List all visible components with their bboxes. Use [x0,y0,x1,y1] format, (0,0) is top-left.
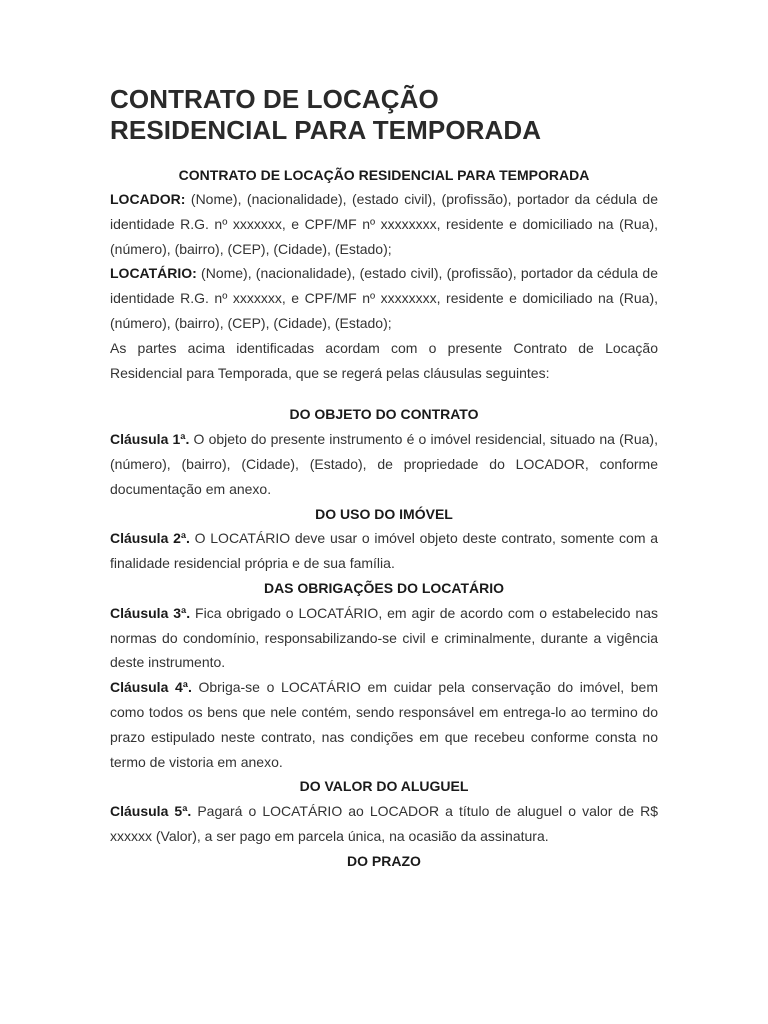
clause-1 [110,427,658,501]
locador-paragraph [110,187,658,261]
section-heading-objeto: DO OBJETO DO CONTRATO [289,406,479,423]
clause-1-label: Cláusula 1ª. [110,431,190,448]
document-title [110,84,658,146]
locatario-text: (Nome), (nacionalidade), (estado civil), (profissão), portador da cédula de identidade R.G. nº xxxxxxx, e CPF/MF nº xxxxxxxx, residente e domiciliado na (Rua), (número), (bairro), (CEP), (Cidade), (Estado); [110,265,658,331]
section-heading-uso: DO USO DO IMÓVEL [315,505,453,522]
clause-2-text: O LOCATÁRIO deve usar o imóvel objeto deste contrato, somente com a finalidade residencial própria e de sua família. [110,530,658,572]
clause-5 [110,799,658,849]
locador-label: LOCADOR: [110,191,186,207]
section-heading-obrigacoes: DAS OBRIGAÇÕES DO LOCATÁRIO [263,579,505,596]
clause-2-label: Cláusula 2ª. [110,530,190,547]
title-line-1: CONTRATO DE LOCAÇÃO [110,84,439,114]
clause-3-label: Cláusula 3ª. [110,604,191,621]
clause-3-text: Fica obrigado o LOCATÁRIO, em agir de acordo com o estabelecido nas normas do condomínio, responsabilizando-se civil e criminalmente, durante a vigência deste instrumento. [110,604,658,671]
clause-5-label: Cláusula 5ª. [110,803,192,820]
clause-1-text: O objeto do presente instrumento é o imóvel residencial, situado na (Rua), (número), (bairro), (Cidade), (Estado), de propriedade do LOCADOR, conforme documentação em anexo. [110,431,658,497]
locatario-label: LOCATÁRIO: [110,265,197,282]
clause-2 [110,526,658,576]
title-line-2: RESIDENCIAL PARA TEMPORADA [110,115,542,145]
section-heading-valor: DO VALOR DO ALUGUEL [299,778,469,795]
section-heading-prazo: DO PRAZO [347,852,421,869]
clause-4-text: Obriga-se o LOCATÁRIO em cuidar pela conservação do imóvel, bem como todos os bens que nele contém, sendo responsável em entrega-lo ao termino do prazo estipulado neste contrato, nas condições em que recebeu conforme consta no termo de vistoria em anexo. [110,679,658,770]
clause-5-text: Pagará o LOCATÁRIO ao LOCADOR a título de aluguel o valor de R$ xxxxxx (Valor), a ser pago em parcela única, na ocasião da assinatura. [110,803,658,844]
locador-text: (Nome), (nacionalidade), (estado civil), (profissão), portador da cédula de identidade R.G. nº xxxxxxx, e CPF/MF nº xxxxxxxx, residente e domiciliado na (Rua), (número), (bairro), (CEP), (Cidade), (Estado); [110,191,658,257]
clause-4-label: Cláusula 4ª. [110,679,192,696]
locatario-paragraph [110,261,658,335]
clause-3 [110,601,658,675]
contract-subtitle: CONTRATO DE LOCAÇÃO RESIDENCIAL PARA TEMPORADA [178,167,590,183]
intro-paragraph: As partes acima identificadas acordam com o presente Contrato de Locação Residencial para Temporada, que se regerá pelas cláusulas seguintes: [110,339,658,381]
clause-4 [110,675,658,774]
